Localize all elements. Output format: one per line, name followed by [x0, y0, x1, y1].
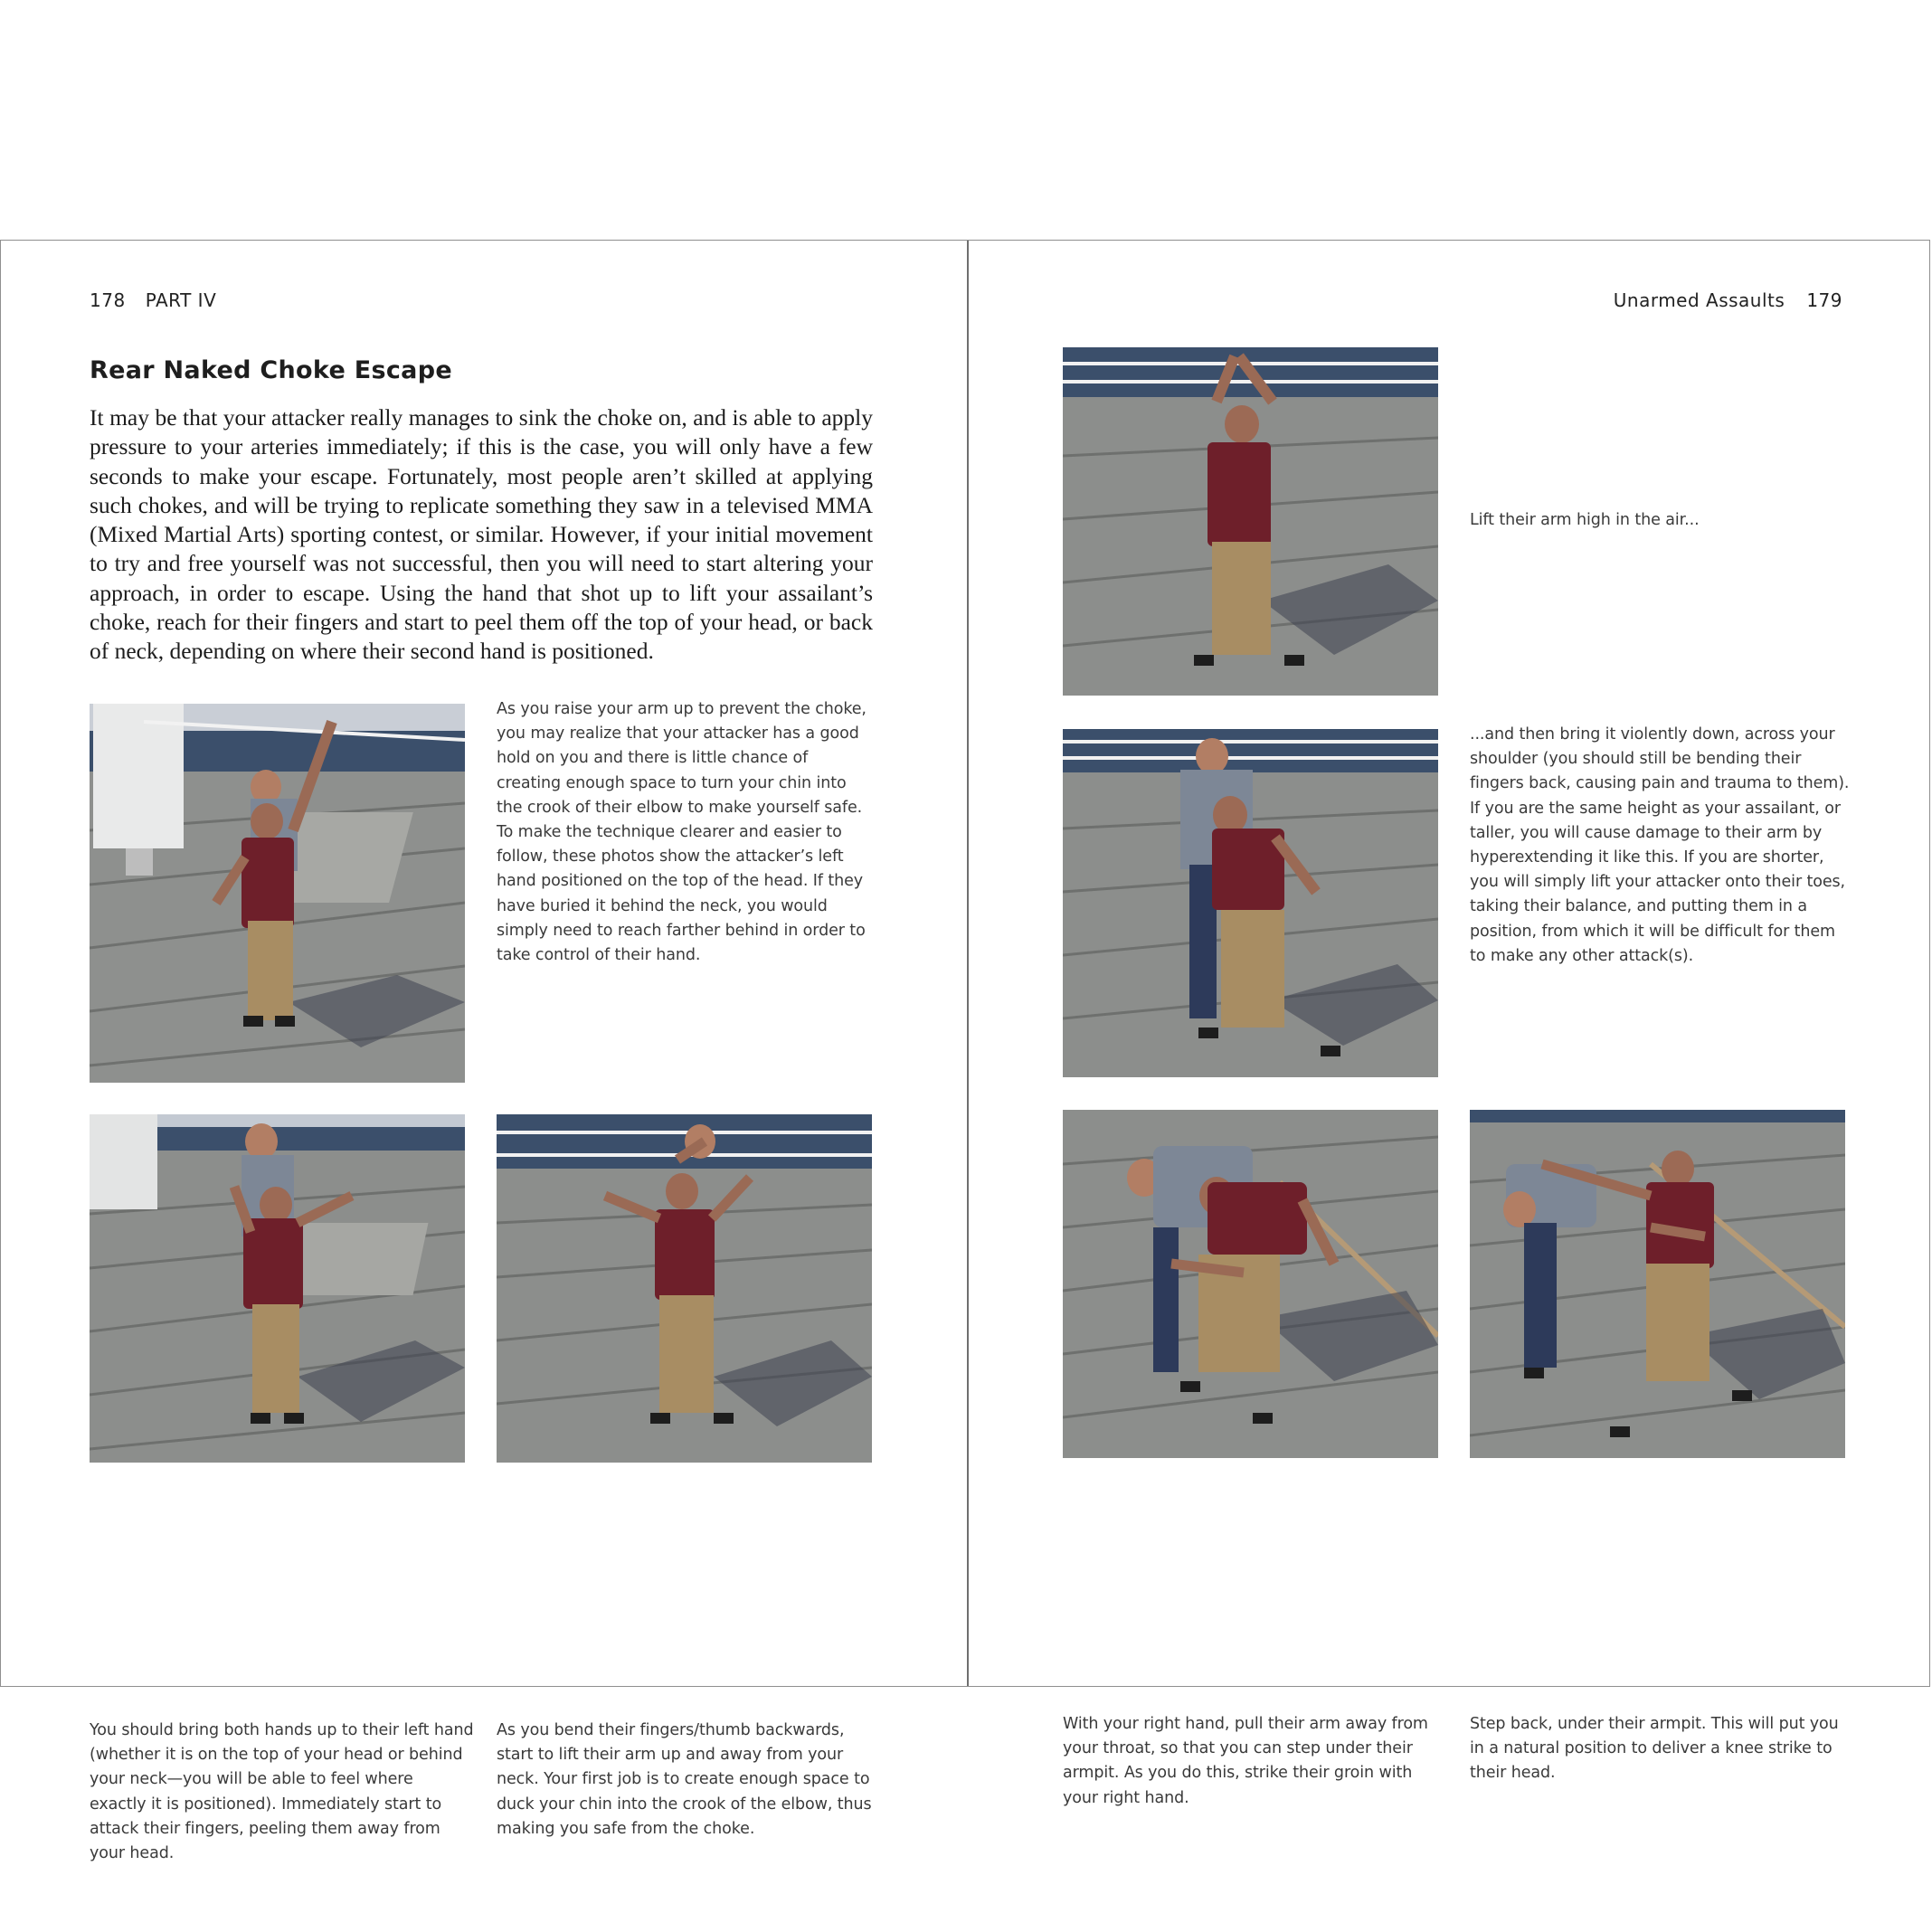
left-page-number: 178: [90, 289, 126, 311]
caption-raise-arm: As you raise your arm up to prevent the choke, you may realize that your attacker has a good hold on you and there is little chance of creating enough space to turn your chin into the crook of their elbow to make yourself safe. To make the technique clearer and easier to follow, these photos show the attacker’s left hand positioned on the top of the head. If they have buried it behind the neck, you would simply need to reach farther behind in order to take control of their hand.: [497, 700, 867, 965]
caption-hands-up: You should bring both hands up to their left hand (whether it is on the top of your head or behind your neck—you will be able to feel where exactly it is positioned). Immediately start to attack their fingers, peeling them away from your head.: [90, 1721, 474, 1863]
caption-lift-arm-away: As you bend their fingers/thumb backwards, start to lift their arm up and away from your neck. Your first job is to create enough space to duck your chin into the crook of the elbow, thus making you safe from the choke.: [497, 1721, 872, 1838]
book-spread: [0, 240, 1930, 1863]
left-running-head: [90, 289, 216, 311]
photo-arm-down: [1063, 729, 1438, 1077]
caption-step-back: Step back, under their armpit. This will put you in a natural position to deliver a knee strike to their head.: [1470, 1715, 1839, 1783]
caption-pull-arm-away: With your right hand, pull their arm away from your throat, so that you can step under their armpit. As you do this, strike their groin with your right hand.: [1063, 1715, 1428, 1807]
photo-choke-raise-arm: [90, 704, 465, 1083]
photo-arm-high: [1063, 347, 1438, 696]
right-page-number: 179: [1806, 289, 1842, 311]
right-page: [967, 241, 1932, 1807]
photo-pull-arm-away-art: [1063, 1110, 1438, 1458]
photo-lift-arm-away: [497, 1114, 872, 1463]
photo-choke-raise-arm-art: [90, 704, 465, 1083]
photo-step-back-art: [1470, 1110, 1845, 1458]
left-page: [1, 241, 966, 1863]
photo-lift-arm-away-art: [497, 1114, 872, 1463]
section-title: Rear Naked Choke Escape: [90, 356, 452, 384]
photo-pull-arm-away: [1063, 1110, 1438, 1458]
caption-arm-high: Lift their arm high in the air...: [1470, 511, 1700, 529]
right-running-head: [1614, 289, 1842, 311]
photo-arm-down-art: [1063, 729, 1438, 1077]
photo-step-back: [1470, 1110, 1845, 1458]
part-label: PART IV: [145, 289, 217, 311]
caption-arm-down: ...and then bring it violently down, across your shoulder (you should still be bending their fingers back, causing pain and trauma to them). If you are the same height as your assailant, or taller, you will cause damage to their arm by hyperextending it like this. If you are shorter, you will simply lift your attacker onto their toes, taking their balance, and putting them in a position, from which it will be difficult for them to make any other attack(s).: [1470, 725, 1850, 965]
chapter-label: Unarmed Assaults: [1613, 289, 1785, 311]
intro-paragraph: It may be that your attacker really manages to sink the choke on, and is able to apply pressure to your arteries immediately; if this is the case, you will only have a few seconds to make your escape. Fortunately, most people aren’t skilled at applying such chokes, and will be trying to replicate something they saw in a televised MMA (Mixed Martial Arts) sporting contest, or similar. However, if your initial movement to try and free yourself was not successful, then you will need to start altering your approach, in order to escape. Using the hand that shot up to lift your assailant’s choke, reach for their fingers and start to peel them off the top of your head, or back of neck, depending on where their second hand is positioned.: [90, 404, 873, 665]
photo-hands-up-art: [90, 1114, 465, 1463]
photo-hands-up: [90, 1114, 465, 1463]
photo-arm-high-art: [1063, 347, 1438, 696]
